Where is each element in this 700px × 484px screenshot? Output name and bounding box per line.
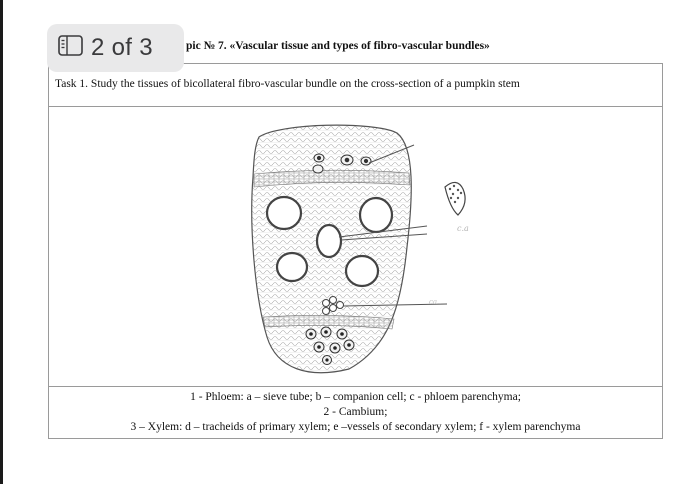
page-indicator-text: 2 of 3 <box>91 34 153 61</box>
task-text: Task 1. Study the tissues of bicollateral fibro-vascular bundle on the cross-section of a pumpkin stem <box>55 78 520 90</box>
figure-caption <box>49 386 662 439</box>
caption-line-phloem: 1 - Phloem: a – sieve tube; b – companion cell; c - phloem parenchyma; <box>190 391 521 403</box>
document-table <box>48 63 663 439</box>
document-header-title: pic № 7. «Vascular tissue and types of fibro-vascular bundles» <box>186 40 490 52</box>
window-edge <box>0 0 3 484</box>
handwritten-label-lower: ca.. <box>429 298 442 306</box>
page-thumbnail-icon <box>58 35 83 61</box>
bundle-illustration <box>49 107 662 387</box>
bundle-drawing <box>49 107 664 387</box>
caption-line-xylem: 3 – Xylem: d – tracheids of primary xylem; e –vessels of secondary xylem; f - xylem parenchyma <box>130 421 581 433</box>
handwritten-label-ca: c.a <box>457 224 469 233</box>
page-indicator-badge[interactable] <box>47 24 184 72</box>
sieve-plate-detail <box>445 182 465 215</box>
caption-line-cambium: 2 - Cambium; <box>323 406 388 418</box>
